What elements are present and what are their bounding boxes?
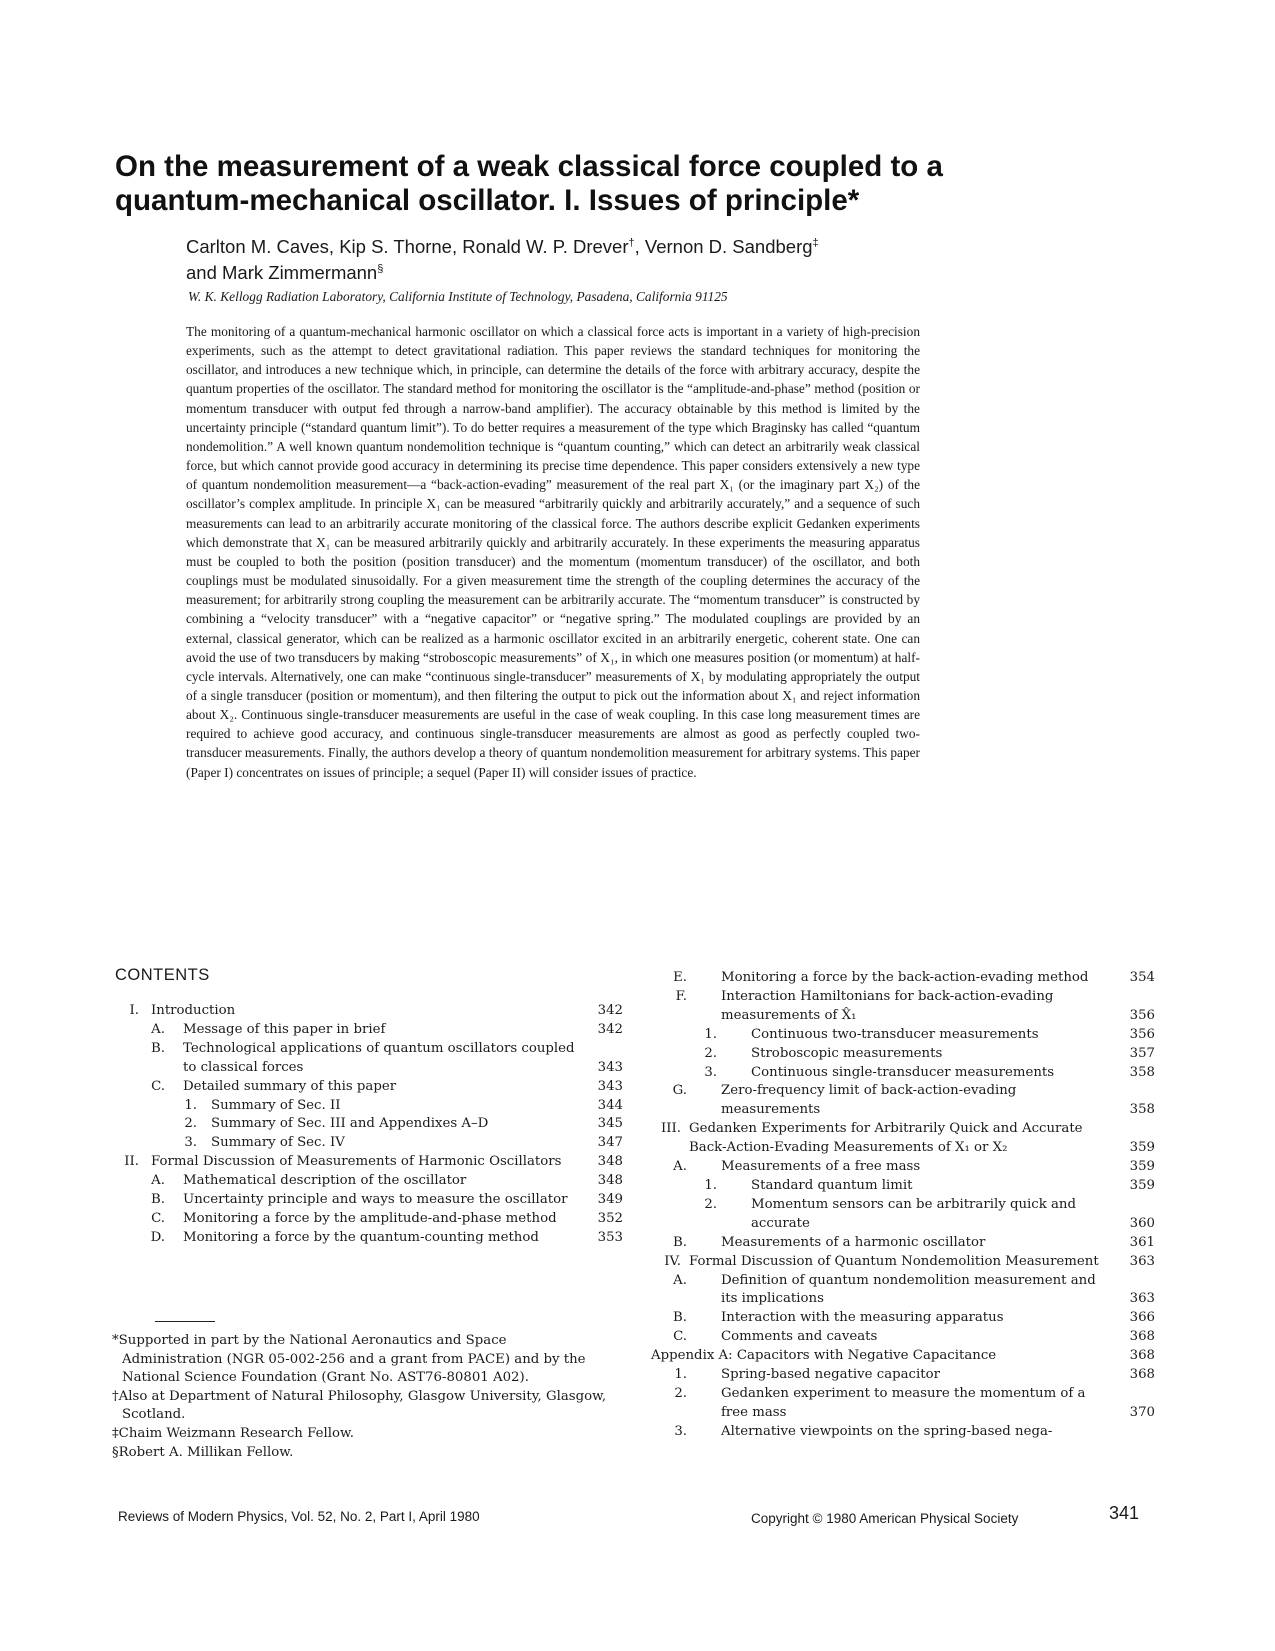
toc-entry-page: 358 [1129,1064,1155,1080]
toc-entry [645,1158,1155,1177]
toc-entry [645,1309,1155,1328]
footnote: ‡Chaim Weizmann Research Fellow. [112,1425,355,1441]
toc-entry-page: 368 [1129,1329,1155,1345]
toc-entry-page: 354 [1129,970,1155,985]
toc-entry-page: 342 [597,1003,623,1018]
author-footnote-mark: † [628,237,635,249]
author-separator: , [451,236,463,258]
toc-entry [645,1234,1155,1253]
toc-entry-page: 349 [597,1192,623,1208]
copyright-notice: Copyright © 1980 American Physical Society [751,1511,1019,1526]
toc-entry [645,969,1155,988]
toc-entry-title: Detailed summary of this paper [183,1078,397,1094]
toc-entry-number: 2. [704,1196,717,1212]
toc-entry-number: 1. [704,1177,717,1193]
toc-entry-number: A. [151,1021,165,1037]
toc-entry [115,1040,623,1078]
toc-entry-title: Stroboscopic measurements [751,1045,943,1061]
toc-entry-title: Zero-frequency limit of back-action-evading measurements [721,1083,1017,1118]
toc-entry-number: II. [124,1154,139,1170]
toc-right-column [645,969,1155,1442]
toc-entry-page: 363 [1129,1291,1155,1307]
toc-entry-title: Monitoring a force by the quantum-counting method [183,1229,539,1245]
toc-entry-title: Summary of Sec. III and Appendixes A–D [211,1116,489,1132]
author-footnote-mark: ‡ [812,237,819,249]
footnote: *Supported in part by the National Aeronautics and Space Administration (NGR 05-002-256 and a grant from PACE) and by the National Science Foundation (Grant No. AST76-80801 A02). [112,1333,586,1386]
author-footnote-mark: § [377,263,384,276]
toc-entry-title: Monitoring a force by the amplitude-and-phase method [183,1210,557,1226]
contents-heading: CONTENTS [115,966,210,984]
toc-entry-page: 353 [597,1229,623,1245]
toc-entry-number: A. [151,1173,165,1189]
toc-entry-page: 352 [597,1210,623,1226]
toc-entry [645,1347,1155,1366]
author-list [186,232,986,284]
toc-entry-title: Mathematical description of the oscillator [183,1173,467,1189]
toc-entry-title: Uncertainty principle and ways to measure the oscillator [183,1192,568,1208]
author-name: Mark Zimmermann [222,262,378,284]
toc-entry [645,1177,1155,1196]
toc-entry-number: 1. [674,1367,687,1383]
toc-entry [645,1026,1155,1045]
toc-entry-title: Interaction with the measuring apparatus [721,1310,1004,1326]
toc-entry-title: Momentum sensors can be arbitrarily quick and accurate [751,1196,1077,1231]
toc-entry-page: 366 [1129,1310,1155,1326]
article-title: On the measurement of a weak classical force coupled to a quantum-mechanical oscillator. I. Issues of principle* [115,150,943,217]
footnotes [112,1332,607,1462]
toc-entry-number: B. [151,1192,165,1208]
toc-entry [645,1366,1155,1385]
toc-entry-title: Standard quantum limit [751,1177,913,1193]
toc-entry-title: Summary of Sec. IV [211,1135,345,1151]
toc-entry-title: Interaction Hamiltonians for back-action-evading measurements of X̂₁ [721,988,1054,1023]
toc-entry-number: G. [672,1083,687,1099]
toc-entry-page: 370 [1129,1404,1155,1420]
author-separator: , [328,236,340,258]
toc-entry-number: B. [673,1234,687,1250]
toc-entry-page: 359 [1129,1177,1155,1193]
footnote-rule [155,1321,215,1322]
footnote: †Also at Department of Natural Philosophy, Glasgow University, Glasgow, Scotland. [112,1388,607,1423]
toc-entry [115,1172,623,1191]
journal-citation: Reviews of Modern Physics, Vol. 52, No. 2, Part I, April 1980 [118,1509,480,1524]
toc-entry-number: B. [151,1040,165,1056]
toc-entry-title: Monitoring a force by the back-action-evading method [721,970,1089,985]
toc-entry-number: 3. [674,1423,687,1439]
abstract: The monitoring of a quantum-mechanical harmonic oscillator on which a classical force acts is important in a variety of high-precision experiments, such as the attempt to detect gravitational radiation. This paper reviews the standard techniques for monitoring the oscillator, and introduces a new technique which, in principle, can determine the details of the force with arbitrary accuracy, despite the quantum properties of the oscillator. The standard method for monitoring the oscillator is the “amplitude-and-phase” method (position or momentum transducer with output fed through a narrow-band amplifier). The accuracy obtainable by this method is limited by the uncertainty principle (“standard quantum limit”). To do better requires a measurement of the type which Braginsky has called “quantum nondemolition.” A well known quantum nondemolition technique is “quantum counting,” which can detect an arbitrarily weak classical force, but which cannot provide good accuracy in determining its precise time dependence. This paper considers extensively a new type of quantum nondemolition measurement—a “back-action-evading” measurement of the real part X₁ (or the imaginary part X₂) of the oscillator’s complex amplitude. In principle X₁ can be measured “arbitrarily quickly and arbitrarily accurately,” and a sequence of such measurements can lead to an arbitrarily accurate monitoring of the classical force. The authors describe explicit Gedanken experiments which demonstrate that X₁ can be measured arbitrarily quickly and arbitrarily accurately. In these experiments the measuring apparatus must be coupled to both the position (position transducer) and the momentum (momentum transducer) of the oscillator, and both couplings must be modulated sinusoidally. For a given measurement time the strength of the coupling determines the accuracy of the measurement; for arbitrarily strong coupling the measurement can be arbitrarily accurate. The “momentum transducer” is constructed by combining a “velocity transducer” with a “negative capacitor” or “negative spring.” The modulated couplings are provided by an external, classical generator, which can be realized as a harmonic oscillator excited in an arbitrarily energetic, coherent state. One can avoid the use of two transducers by making “stroboscopic measurements” of X₁, in which one measures position (or momentum) at half-cycle intervals. Alternatively, one can make “continuous single-transducer” measurements of X₁ by modulating appropriately the output of a single transducer (position or momentum), and then filtering the output to pick out the information about X₁ and reject information about X₂. Continuous single-transducer measurements are useful in the case of weak coupling. In this case long measurement times are required to achieve good accuracy, and continuous single-transducer measurements are almost as good as perfectly coupled two-transducer measurements. Finally, the authors develop a theory of quantum nondemolition measurement for arbitrary systems. This paper (Paper I) concentrates on issues of principle; a sequel (Paper II) will consider issues of practice. [186,324,920,780]
toc-entry [645,1385,1155,1423]
toc-entry-title: Appendix A: Capacitors with Negative Capacitance [651,1348,997,1364]
toc-entry [645,1045,1155,1064]
toc-entry-title: Formal Discussion of Quantum Nondemolition Measurement [689,1253,1099,1269]
author-name: Carlton M. Caves [186,236,329,258]
toc-entry [645,988,1155,1026]
toc-entry-number: A. [673,1272,687,1288]
toc-entry-number: 2. [184,1116,197,1132]
toc-entry-page: 361 [1129,1234,1155,1250]
toc-entry [115,1134,623,1153]
toc-entry-page: 343 [597,1078,623,1094]
toc-entry-number: 1. [184,1097,197,1113]
toc-entry-title: Continuous two-transducer measurements [751,1026,1039,1042]
toc-entry-page: 357 [1129,1045,1155,1061]
toc-entry-number: D. [150,1229,165,1245]
toc-entry-page: 347 [597,1135,623,1151]
toc-entry-page: 363 [1129,1253,1155,1269]
toc-entry-page: 368 [1129,1348,1155,1364]
toc-entry [645,1120,1155,1158]
toc-entry [645,1272,1155,1310]
toc-entry-title: Technological applications of quantum oscillators coupled to classical forces [183,1040,575,1075]
toc-entry [645,1328,1155,1347]
toc-entry [115,1002,623,1021]
toc-entry-title: Continuous single-transducer measurements [751,1064,1055,1080]
toc-entry [115,1097,623,1116]
toc-entry [115,1229,623,1248]
toc-entry-page: 343 [597,1059,623,1075]
toc-entry [645,1423,1155,1442]
toc-entry [645,1253,1155,1272]
toc-entry-title: Measurements of a harmonic oscillator [721,1234,986,1250]
toc-entry-title: Definition of quantum nondemolition measurement and its implications [721,1272,1096,1307]
toc-entry-number: 3. [704,1064,717,1080]
toc-entry-title: Alternative viewpoints on the spring-based nega- [721,1423,1053,1439]
toc-entry [115,1115,623,1134]
toc-entry-page: 348 [597,1154,623,1170]
toc-entry-page: 356 [1129,1007,1155,1023]
toc-entry-number: E. [673,970,687,985]
toc-entry-title: Gedanken Experiments for Arbitrarily Quick and Accurate Back-Action-Evading Measurements of X₁ or X₂ [689,1121,1083,1156]
toc-entry-number: 2. [674,1385,687,1401]
affiliation: W. K. Kellogg Radiation Laboratory, California Institute of Technology, Pasadena, California 91125 [188,289,728,304]
toc-entry [645,1064,1155,1083]
toc-entry-number: B. [673,1310,687,1326]
toc-entry [115,1078,623,1097]
toc-entry-number: C. [673,1329,687,1345]
toc-entry-page: 356 [1129,1026,1155,1042]
toc-entry-page: 359 [1129,1159,1155,1175]
toc-entry-number: IV. [664,1253,681,1269]
toc-entry-number: 2. [704,1045,717,1061]
page-number: 341 [1109,1503,1140,1523]
author-separator: and [186,262,223,284]
toc-entry [115,1191,623,1210]
toc-left-column [115,1002,623,1248]
toc-entry-page: 345 [597,1116,623,1132]
toc-entry [645,1082,1155,1120]
toc-entry [645,1196,1155,1234]
toc-entry-title: Comments and caveats [721,1329,878,1345]
toc-entry-number: III. [661,1121,681,1137]
toc-entry-title: Message of this paper in brief [183,1021,386,1037]
toc-entry-number: F. [675,988,687,1004]
toc-entry-number: A. [673,1159,687,1175]
toc-entry-page: 348 [597,1173,623,1189]
toc-entry-title: Spring-based negative capacitor [721,1367,940,1383]
toc-entry-page: 359 [1129,1140,1155,1156]
author-name: Kip S. Thorne [339,236,452,258]
author-name: Vernon D. Sandberg [644,236,813,258]
toc-entry-number: C. [151,1078,165,1094]
toc-entry-page: 360 [1129,1215,1155,1231]
author-name: Ronald W. P. Drever [462,236,629,258]
toc-entry-page: 344 [597,1097,623,1113]
toc-entry-title: Gedanken experiment to measure the momentum of a free mass [721,1385,1086,1420]
toc-entry-page: 342 [597,1021,623,1037]
toc-entry-title: Measurements of a free mass [721,1159,921,1175]
toc-entry-page: 358 [1129,1102,1155,1118]
toc-entry [115,1021,623,1040]
toc-entry-number: 3. [184,1135,197,1151]
toc-entry-number: 1. [704,1026,717,1042]
toc-entry-title: Introduction [151,1003,236,1018]
author-separator: , [634,236,645,258]
toc-entry-title: Formal Discussion of Measurements of Harmonic Oscillators [151,1154,562,1170]
toc-entry-page: 368 [1129,1367,1155,1383]
toc-entry [115,1210,623,1229]
toc-entry-number: C. [151,1210,165,1226]
toc-entry [115,1153,623,1172]
toc-entry-number: I. [129,1003,139,1018]
footnote: §Robert A. Millikan Fellow. [112,1444,294,1460]
toc-entry-title: Summary of Sec. II [211,1097,341,1113]
